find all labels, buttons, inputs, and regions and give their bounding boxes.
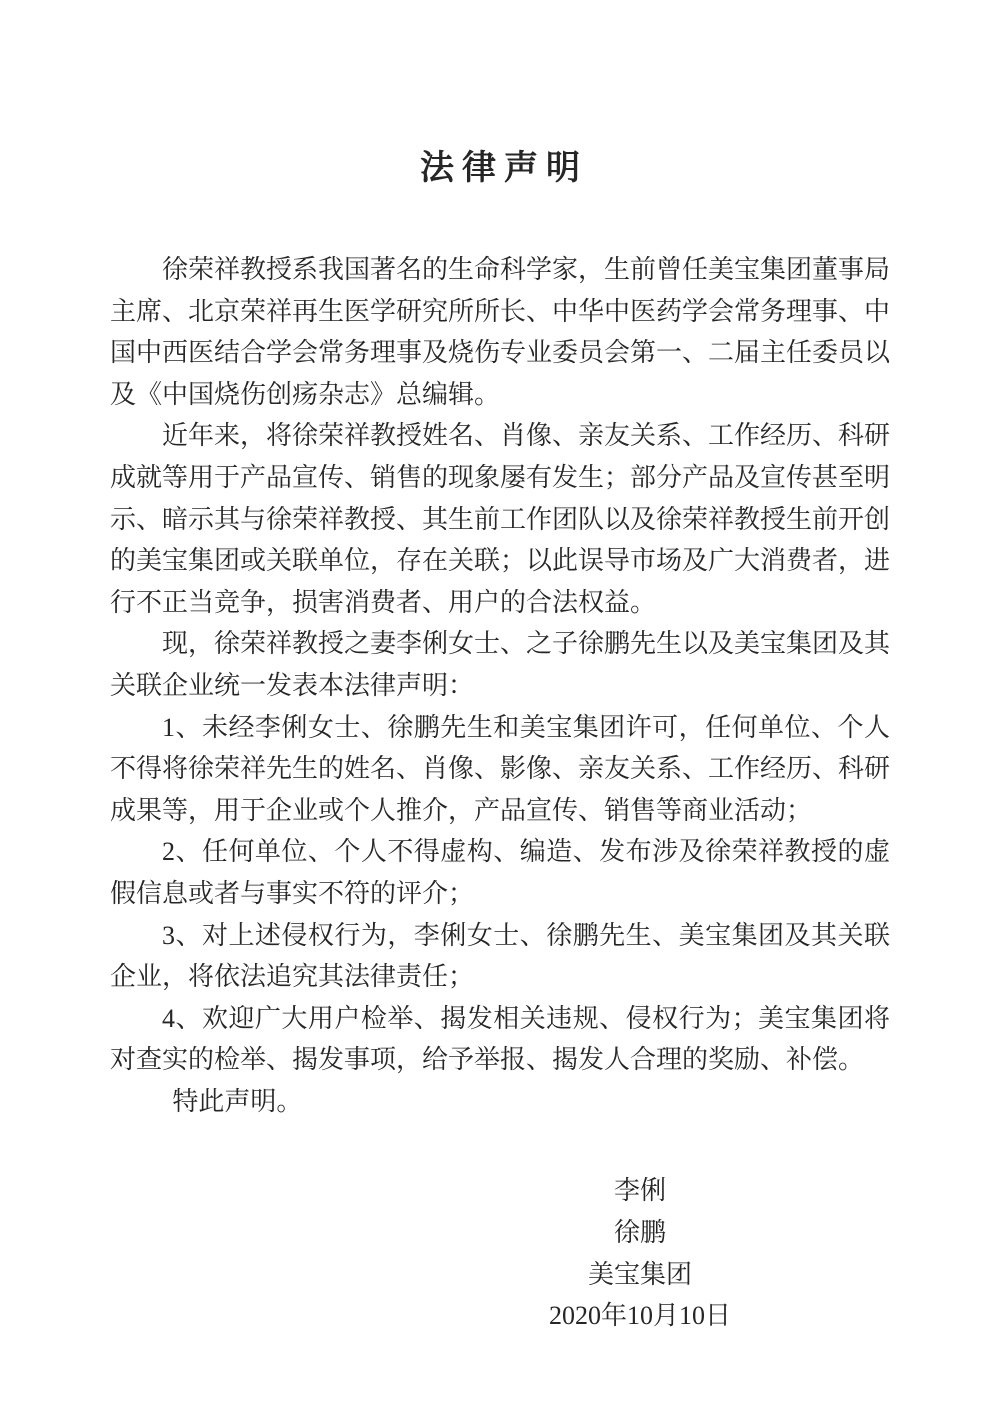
document-title: 法律声明 (420, 150, 588, 187)
statement-item-3: 3、对上述侵权行为，李俐女士、徐鹏先生、美宝集团及其关联企业，将依法追究其法律责任； (110, 920, 890, 992)
signature-name-xu-peng: 徐鹏 (613, 1218, 666, 1248)
signature-date: 2020年10月10日 (548, 1301, 731, 1331)
closing-declaration: 特此声明。 (172, 1086, 303, 1116)
signature-block (510, 1170, 770, 1336)
signature-organization: 美宝集团 (587, 1259, 692, 1289)
statement-item-4: 4、欢迎广大用户检举、揭发相关违规、侵权行为；美宝集团将对查实的检举、揭发事项，给予举报、揭发人合理的奖励、补偿。 (110, 1003, 890, 1075)
paragraph-professor-intro: 徐荣祥教授系我国著名的生命科学家，生前曾任美宝集团董事局主席、北京荣祥再生医学研究所所长、中华中医药学会常务理事、中国中西医结合学会常务理事及烧伤专业委员会第一、二届主任委员以及《中国烧伤创疡杂志》总编辑。 (110, 255, 891, 409)
paragraph-statement-lead-in: 现，徐荣祥教授之妻李俐女士、之子徐鹏先生以及美宝集团及其关联企业统一发表本法律声明： (110, 629, 891, 700)
paragraph-misuse-description: 近年来，将徐荣祥教授姓名、肖像、亲友关系、工作经历、科研成就等用于产品宣传、销售的现象屡有发生；部分产品及宣传甚至明示、暗示其与徐荣祥教授、其生前工作团队以及徐荣祥教授生前开创的美宝集团或关联单位，存在关联；以此误导市场及广大消费者，进行不正当竞争，损害消费者、用户的合法权益。 (110, 421, 891, 617)
document-body (110, 249, 890, 1122)
signature-name-li-li: 李俐 (613, 1176, 666, 1206)
statement-item-1: 1、未经李俐女士、徐鹏先生和美宝集团许可，任何单位、个人不得将徐荣祥先生的姓名、肖像、影像、亲友关系、工作经历、科研成果等，用于企业或个人推介，产品宣传、销售等商业活动； (110, 712, 891, 825)
statement-item-2: 2、任何单位、个人不得虚构、编造、发布涉及徐荣祥教授的虚假信息或者与事实不符的评介； (110, 837, 890, 908)
